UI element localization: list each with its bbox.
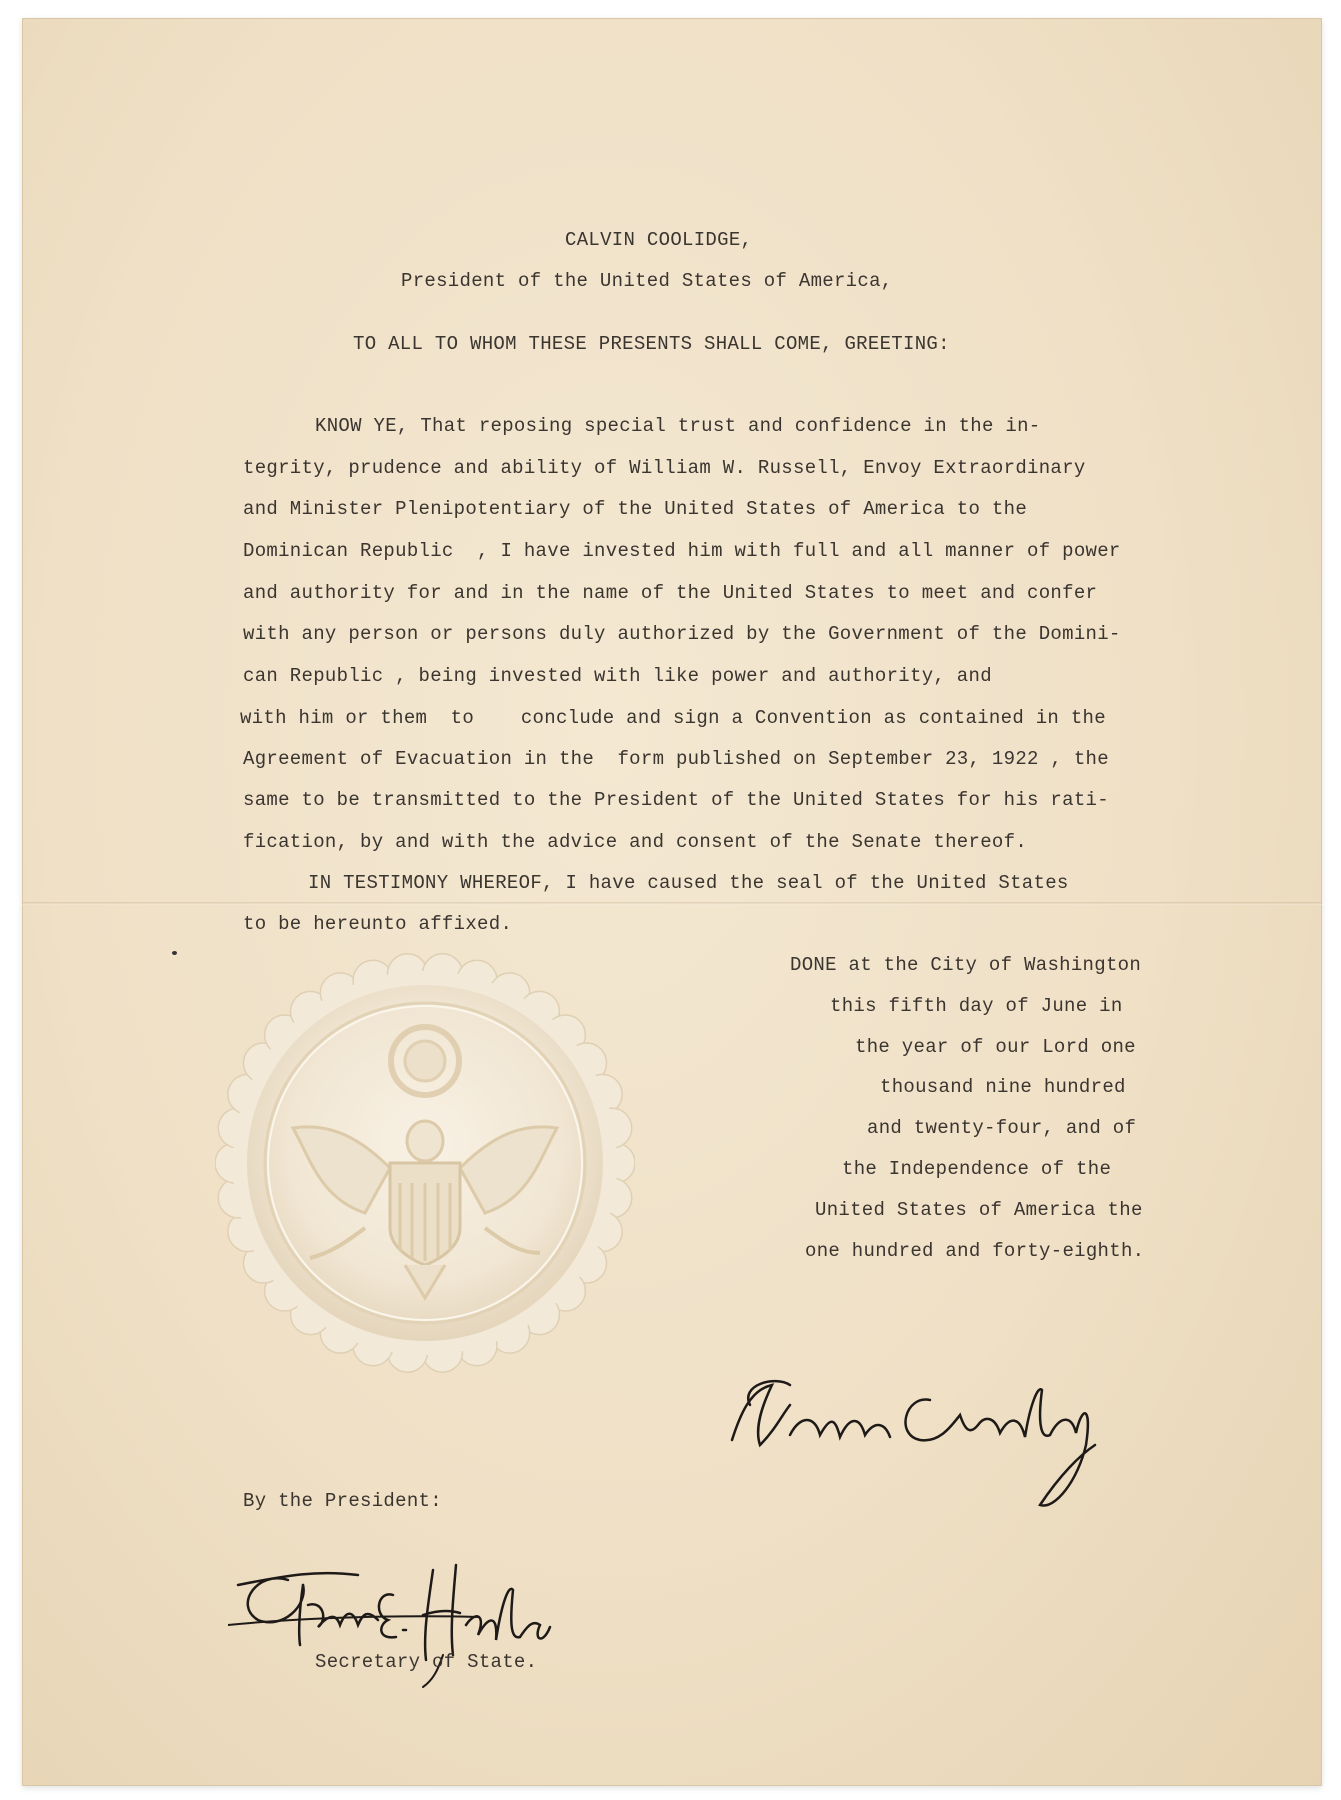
paper-fold-line xyxy=(22,902,1322,905)
dating-line-6: the Independence of the xyxy=(842,1158,1112,1180)
body-line-10: same to be transmitted to the President of the United States for his rati- xyxy=(243,789,1109,811)
body-line-2: tegrity, prudence and ability of William W. Russell, Envoy Extraordinary xyxy=(243,457,1086,479)
body-line-1: KNOW YE, That reposing special trust and confidence in the in- xyxy=(315,415,1041,437)
dating-line-8: one hundred and forty-eighth. xyxy=(805,1240,1145,1262)
dating-line-5: and twenty-four, and of xyxy=(867,1117,1137,1139)
greeting-line: TO ALL TO WHOM THESE PRESENTS SHALL COME, GREETING: xyxy=(353,333,950,355)
body-line-5: and authority for and in the name of the United States to meet and confer xyxy=(243,582,1098,604)
body-line-6: with any person or persons duly authorized by the Government of the Domini- xyxy=(243,623,1121,645)
president-name-heading: CALVIN COOLIDGE, xyxy=(565,229,753,251)
secretary-of-state-label: Secretary of State. xyxy=(315,1651,538,1673)
by-the-president-label: By the President: xyxy=(243,1490,442,1512)
great-seal-emboss xyxy=(215,953,635,1373)
body-line-7: can Republic , being invested with like power and authority, and xyxy=(243,665,992,687)
dating-line-3: the year of our Lord one xyxy=(855,1036,1136,1058)
dating-line-7: United States of America the xyxy=(815,1199,1143,1221)
president-signature xyxy=(720,1345,1140,1525)
body-line-11: fication, by and with the advice and consent of the Senate thereof. xyxy=(243,831,1028,853)
dating-line-4: thousand nine hundred xyxy=(880,1076,1126,1098)
testimony-line-2: to be hereunto affixed. xyxy=(243,913,513,935)
president-title-line: President of the United States of America, xyxy=(401,270,893,292)
body-line-4: Dominican Republic , I have invested him with full and all manner of power xyxy=(243,540,1121,562)
body-line-9: Agreement of Evacuation in the form published on September 23, 1922 , the xyxy=(243,748,1109,770)
dating-line-2: this fifth day of June in xyxy=(830,995,1123,1017)
body-line-8: with him or them to conclude and sign a Convention as contained in the xyxy=(240,707,1106,729)
testimony-line-1: IN TESTIMONY WHEREOF, I have caused the seal of the United States xyxy=(308,872,1069,894)
body-line-3: and Minister Plenipotentiary of the United States of America to the xyxy=(243,498,1028,520)
ink-speck xyxy=(172,951,177,955)
dating-line-1: DONE at the City of Washington xyxy=(790,954,1142,976)
